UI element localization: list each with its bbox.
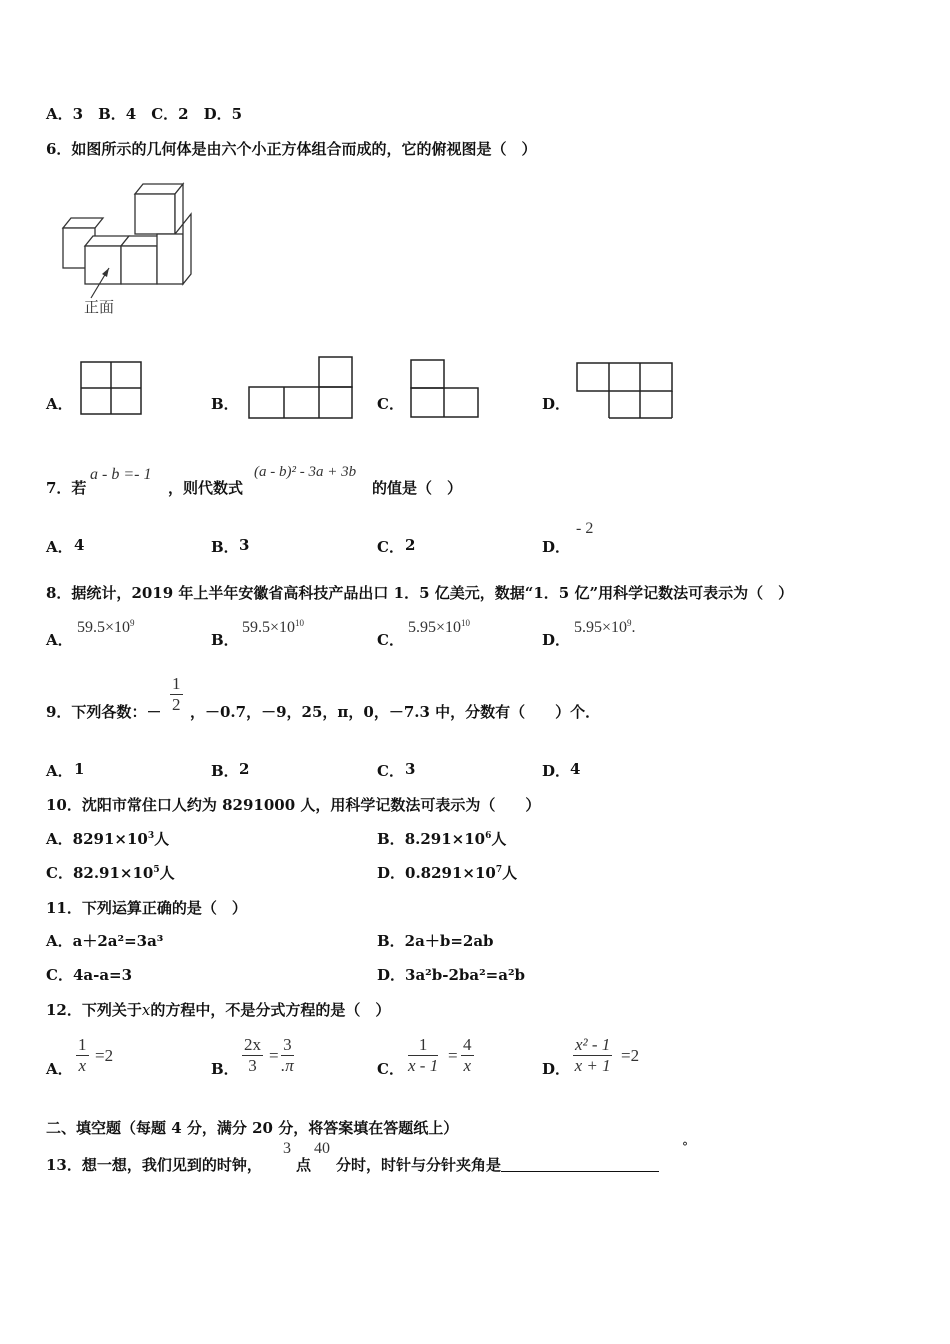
q11-option-b: B．2a＋b=2ab — [377, 932, 494, 950]
q10-option-c: C．$82.91\times 10^5$人 — [46, 864, 175, 882]
q12-option-c-left-fraction: $\frac{1}{x - 1}$ — [408, 1035, 439, 1075]
q5-options: A．3 B．4 C．2 D．5 — [46, 105, 243, 123]
q7-option-d-value: - 2 — [576, 520, 594, 537]
q7-option-a-label: A． — [46, 538, 73, 556]
q9-option-b-value: 2 — [239, 760, 250, 778]
q12-option-b-right-fraction: $\frac{3}{.\pi}$ — [281, 1035, 294, 1075]
q10-option-a: A．$8291\times 10^3$人 — [46, 830, 170, 848]
q7-prefix: 7．若 — [46, 479, 87, 497]
q9-prefix: 9．下列各数：－ — [46, 703, 162, 721]
q9-option-c-label: C． — [377, 762, 404, 780]
section-2-title: 二、填空题（每题 4 分，满分 20 分，将答案填在答题纸上） — [46, 1119, 459, 1137]
q12-option-d-rhs: =2 — [621, 1046, 640, 1065]
q12-option-c-equals: = — [448, 1046, 458, 1065]
q7-option-c-label: C． — [377, 538, 404, 556]
q13-prefix: 13．想一想，我们见到的时钟， — [46, 1156, 262, 1174]
q9-suffix: ，－0.7，－9，25，π，0，－7.3 中，分数有（ ）个． — [190, 703, 601, 721]
q8-option-d-value: $5.95\times 10^9$. — [574, 618, 636, 636]
q8-option-c-value: $5.95\times 10^{10}$ — [408, 618, 471, 636]
q11-option-c: C．4a-a=3 — [46, 966, 133, 984]
q12-option-a-fraction: $\frac{1}{x}$ — [78, 1035, 87, 1075]
q13-hour: 3 — [283, 1140, 291, 1157]
q13-minute: 40 — [314, 1140, 330, 1157]
q9-fraction: $\frac{1}{2}$ — [172, 674, 181, 714]
q6-solid-figure — [55, 180, 195, 320]
q11-option-a: A．a＋2a²=3a³ — [46, 932, 164, 950]
q8-option-b-value: $59.5\times 10^{10}$ — [242, 618, 305, 636]
q8-option-d-label: D． — [542, 631, 571, 649]
q7-option-a-value: 4 — [74, 536, 85, 554]
q9-option-c-value: 3 — [405, 760, 416, 778]
q9-option-a-value: 1 — [74, 760, 85, 778]
q12-option-b-equals: = — [269, 1046, 279, 1065]
q9-option-b-label: B． — [211, 762, 239, 780]
q12-option-b-label: B． — [211, 1060, 239, 1078]
q12-option-b-left-fraction: $\frac{2x}{3}$ — [244, 1035, 261, 1075]
q8-option-a-label: A． — [46, 631, 73, 649]
front-label: 正面 — [84, 298, 115, 316]
q6-option-c-view — [410, 359, 480, 419]
q12-option-a-label: A． — [46, 1060, 73, 1078]
q6-stem: 6．如图所示的几何体是由六个小正方体组合而成的，它的俯视图是（ ） — [46, 140, 537, 158]
q12-option-a-rhs: =2 — [95, 1046, 114, 1065]
q12-stem: 12．下列关于x的方程中，不是分式方程的是（ ） — [46, 1001, 391, 1019]
q10-option-d: D．$0.8291\times 10^7$人 — [377, 864, 518, 882]
q8-option-b-label: B． — [211, 631, 239, 649]
q6-label-b: B． — [211, 395, 239, 413]
q7-suffix: 的值是（ ） — [372, 479, 463, 497]
q9-option-d-value: 4 — [570, 760, 581, 778]
q9-option-a-label: A． — [46, 762, 73, 780]
q13-dian: 点 — [296, 1156, 312, 1174]
q11-stem: 11．下列运算正确的是（ ） — [46, 899, 247, 917]
q13-answer-blank[interactable] — [501, 1157, 659, 1172]
q7-option-d-label: D． — [542, 538, 571, 556]
q7-option-b-label: B． — [211, 538, 239, 556]
q6-option-b-view — [248, 356, 354, 420]
q12-option-d-label: D． — [542, 1060, 571, 1078]
q8-stem: 8．据统计，2019 年上半年安徽省高科技产品出口 1．5 亿美元，数据“1．5 亿”用科学记数法可表示为（ ） — [46, 584, 794, 602]
q6-label-c: C． — [377, 395, 404, 413]
q12-option-c-label: C． — [377, 1060, 404, 1078]
q12-option-c-right-fraction: $\frac{4}{x}$ — [463, 1035, 472, 1075]
q11-option-d: D．3a²b-2ba²=a²b — [377, 966, 526, 984]
q9-option-d-label: D． — [542, 762, 571, 780]
q6-label-a: A． — [46, 395, 73, 413]
q7-option-b-value: 3 — [239, 536, 250, 554]
q8-option-c-label: C． — [377, 631, 404, 649]
q10-stem: 10．沈阳市常住口人约为 8291000 人，用科学记数法可表示为（ ） — [46, 796, 541, 814]
q6-option-a-view — [80, 360, 142, 416]
q12-option-d-fraction: $\frac{\text{x² - 1}}{x + 1}$ — [574, 1035, 611, 1075]
q10-option-b: B．$8.291\times 10^6$人 — [377, 830, 507, 848]
q8-option-a-value: $59.5\times 10^9$ — [77, 618, 135, 636]
q13-suffix: 分时，时针与分针夹角是 — [336, 1154, 659, 1175]
q6-option-d-view — [576, 362, 674, 420]
q13-degree: ° — [682, 1140, 688, 1154]
q7-expression: (a - b)² - 3a + 3b — [254, 464, 357, 480]
q7-option-c-value: 2 — [405, 536, 416, 554]
q7-condition: a - b =- 1 — [90, 466, 152, 483]
q7-mid: ，则代数式 — [168, 479, 244, 497]
q6-label-d: D． — [542, 395, 571, 413]
